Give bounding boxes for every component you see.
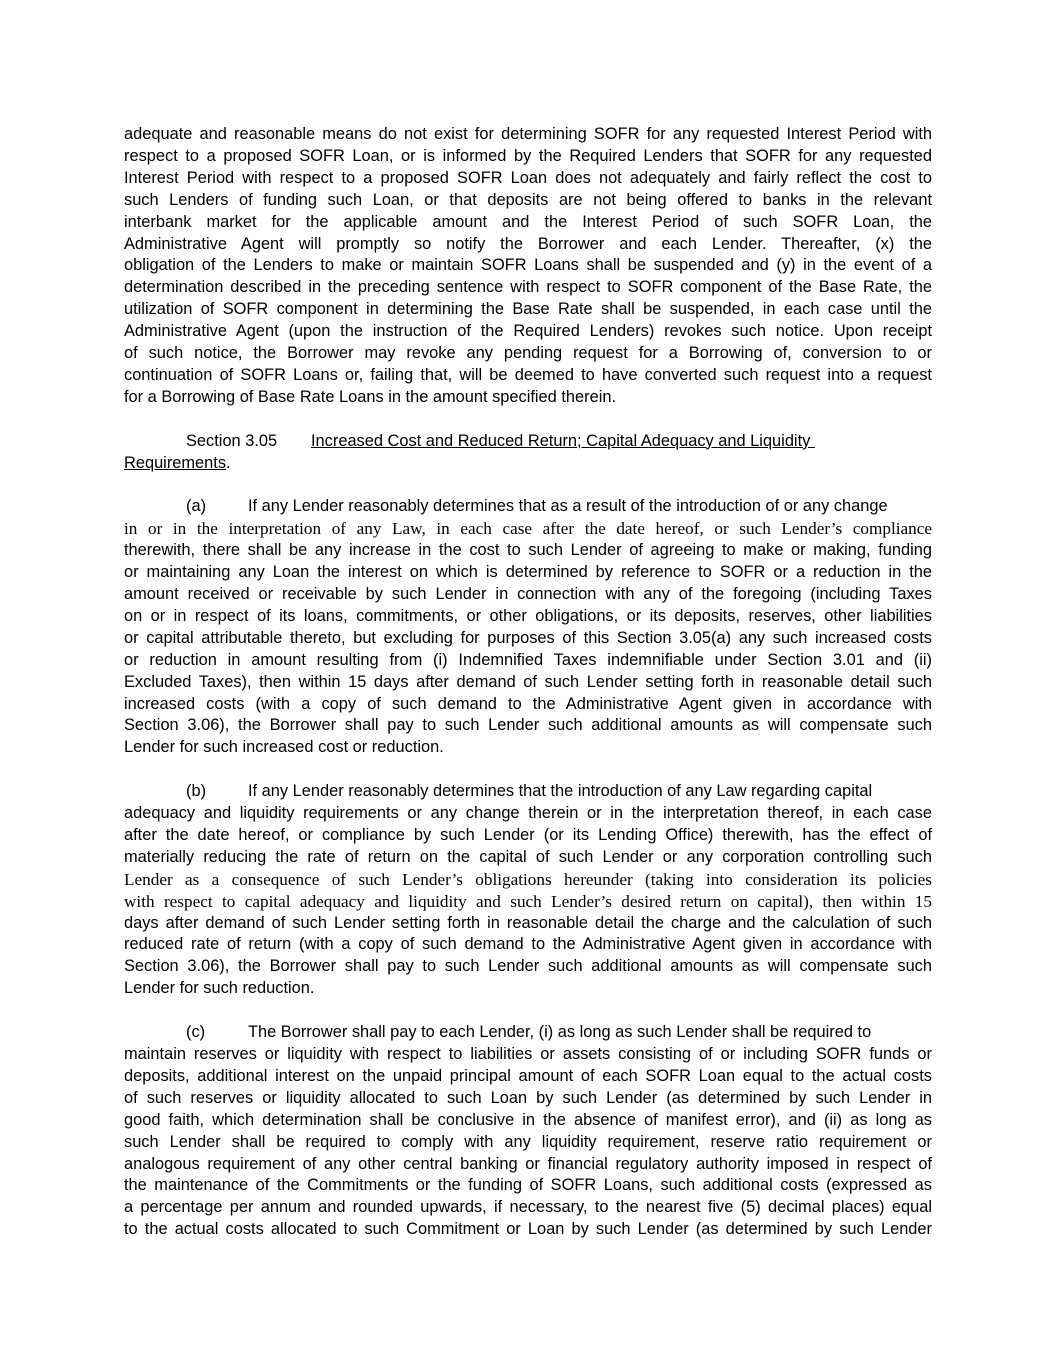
document-page [124,124,932,1241]
section-title-continued: Requirements [124,453,227,472]
text-line: increased costs (with a copy of such demand to the Administrative Agent given in accordance with [124,694,932,713]
text-line: If any Lender reasonably determines that as a result of the introduction of or any change [248,497,888,516]
paragraph-b [124,781,932,1000]
text-line: such Lender shall be required to comply with any liquidity requirement, reserve ratio requirement or [124,1132,932,1151]
paragraph-a-label: (a) [186,497,207,516]
text-line: Administrative Agent will promptly so notify the Borrower and each Lender. Thereafter, (x) the [124,234,932,253]
text-line: analogous requirement of any other central banking or financial regulatory authority imposed in respect of [124,1154,932,1173]
text-line: for a Borrowing of Base Rate Loans in the amount specified therein. [124,387,617,406]
text-line: of such reserves or liquidity allocated to such Loan by such Lender (as determined by such Lender in [124,1088,932,1107]
section-heading [124,431,932,475]
text-line: adequacy and liquidity requirements or any change therein or in the interpretation thereof, in each case [124,804,932,823]
paragraph-c-label: (c) [186,1023,206,1042]
section-title: Increased Cost and Reduced Return; Capital Adequacy and Liquidity [311,431,815,450]
text-line: Lender for such increased cost or reduction. [124,738,444,757]
text-line: maintain reserves or liquidity with respect to liabilities or assets consisting of or including SOFR funds or [124,1045,932,1063]
text-line: Interest Period with respect to a proposed SOFR Loan does not adequately and fairly reflect the cost to [124,168,932,187]
text-line: on or in respect of its loans, commitments, or other obligations, or its deposits, reserves, other liabilities [124,606,932,625]
text-line: therewith, there shall be any increase in the cost to such Lender of agreeing to make or making, funding [124,541,932,560]
text-line: Lender as a consequence of such Lender’s obligations hereunder (taking into consideration its policies [124,869,932,889]
text-line: such Lenders of funding such Loan, or that deposits are not being offered to banks in the relevant [124,190,932,209]
text-line: or reduction in amount resulting from (i) Indemnified Taxes indemnifiable under Section 3.01 and (ii) [124,650,932,669]
text-line: utilization of SOFR component in determining the Base Rate shall be suspended, in each case until the [124,300,932,319]
text-line: amount received or receivable by such Lender in connection with any of the foregoing (including Taxes [124,585,932,603]
text-line: to the actual costs allocated to such Commitment or Loan by such Lender (as determined by such Lender [124,1220,932,1239]
text-line: If any Lender reasonably determines that the introduction of any Law regarding capital [248,782,873,801]
intro-paragraph [124,124,932,409]
text-line: continuation of SOFR Loans or, failing that, will be deemed to have converted such request into a request [124,365,932,384]
text-line: determination described in the preceding sentence with respect to SOFR component of the Base Rate, the [124,278,932,297]
text-line: after the date hereof, or compliance by such Lender (or its Lending Office) therewith, has the effect of [124,825,932,844]
text-line: respect to a proposed SOFR Loan, or is informed by the Required Lenders that SOFR for any requested [124,146,932,165]
text-line: good faith, which determination shall be conclusive in the absence of manifest error), and (ii) as long as [124,1110,932,1129]
section-title-period: . [226,453,231,472]
text-line: a percentage per annum and rounded upwards, if necessary, to the nearest five (5) decimal places) equal [124,1198,932,1217]
text-line: obligation of the Lenders to make or maintain SOFR Loans shall be suspended and (y) in the event of a [124,256,932,275]
text-line: interbank market for the applicable amount and the Interest Period of such SOFR Loan, the [124,212,932,231]
text-line: materially reducing the rate of return on the capital of such Lender or any corporation controlling such [124,847,932,866]
section-number: Section 3.05 [186,431,278,450]
paragraph-c [124,1022,932,1241]
text-line: the maintenance of the Commitments or the funding of SOFR Loans, such additional costs (expressed as [124,1176,932,1195]
paragraph-a [124,496,932,759]
text-line: in or in the interpretation of any Law, in each case after the date hereof, or such Lender’s compliance [124,519,932,539]
text-line: The Borrower shall pay to each Lender, (i) as long as such Lender shall be required to [248,1023,872,1042]
paragraph-b-label: (b) [186,782,207,801]
text-line: or capital attributable thereto, but excluding for purposes of this Section 3.05(a) any such increased costs [124,628,932,647]
text-line: days after demand of such Lender setting forth in reasonable detail the charge and the calculation of such [124,913,932,932]
text-line: deposits, additional interest on the unpaid principal amount of each SOFR Loan equal to the actual costs [124,1066,932,1085]
text-line: of such notice, the Borrower may revoke any pending request for a Borrowing of, conversion to or [124,344,932,363]
text-line: Administrative Agent (upon the instruction of the Required Lenders) revokes such notice. Upon receipt [124,322,932,341]
text-line: Excluded Taxes), then within 15 days after demand of such Lender setting forth in reasonable detail such [124,672,932,691]
text-line: with respect to capital adequacy and liquidity and such Lender’s desired return on capital), then within 15 [124,891,932,911]
text-line: Section 3.06), the Borrower shall pay to such Lender such additional amounts as will compensate such [124,716,932,735]
text-line: adequate and reasonable means do not exist for determining SOFR for any requested Interest Period with [124,125,932,143]
text-line: reduced rate of return (with a copy of such demand to the Administrative Agent given in accordance with [124,935,932,954]
text-line: Lender for such reduction. [124,979,315,998]
text-line: Section 3.06), the Borrower shall pay to such Lender such additional amounts as will compensate such [124,957,932,976]
text-line: or maintaining any Loan the interest on which is determined by reference to SOFR or a reduction in the [124,563,932,582]
